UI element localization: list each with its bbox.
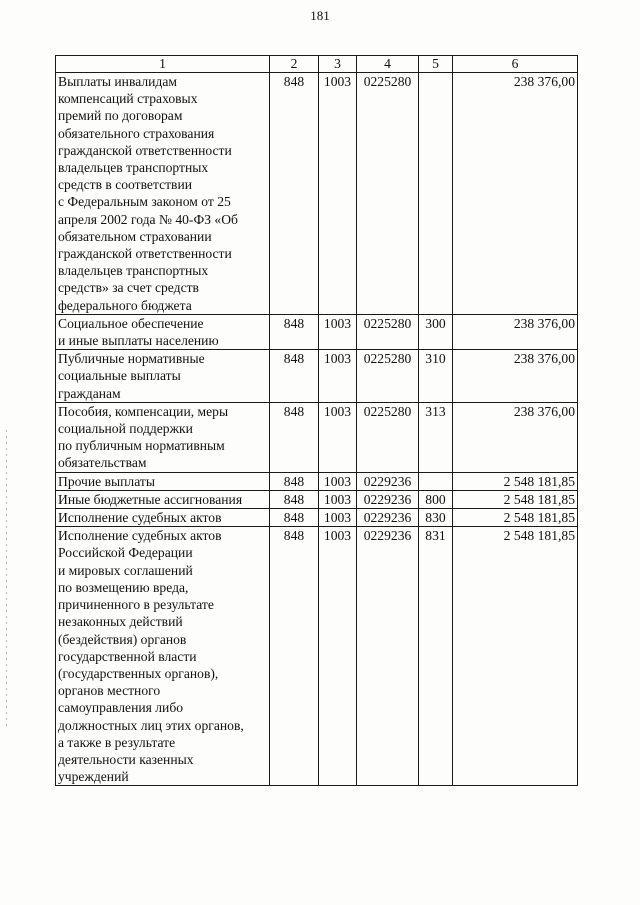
row-amount: 2 548 181,85 [453, 527, 578, 786]
row-name: Исполнение судебных актов [56, 509, 270, 527]
table-row [56, 509, 578, 527]
row-expense-type: 310 [419, 350, 453, 403]
row-gr-code: 848 [270, 527, 319, 786]
row-amount: 2 548 181,85 [453, 490, 578, 508]
row-amount: 2 548 181,85 [453, 472, 578, 490]
table-row [56, 350, 578, 403]
row-target-code: 0229236 [357, 490, 419, 508]
row-expense-type: 831 [419, 527, 453, 786]
row-target-code: 0225280 [357, 350, 419, 403]
table-row [56, 314, 578, 349]
row-gr-code: 848 [270, 490, 319, 508]
row-amount: 238 376,00 [453, 73, 578, 315]
header-col-3: 3 [319, 56, 357, 73]
header-col-6: 6 [453, 56, 578, 73]
row-target-code: 0229236 [357, 472, 419, 490]
header-col-1: 1 [56, 56, 270, 73]
header-row [56, 56, 578, 73]
table-row [56, 490, 578, 508]
row-target-code: 0225280 [357, 73, 419, 315]
row-expense-type [419, 472, 453, 490]
header-col-5: 5 [419, 56, 453, 73]
row-name: Публичные нормативные социальные выплаты гражданам [56, 350, 270, 403]
row-section-code: 1003 [319, 527, 357, 786]
row-amount: 238 376,00 [453, 314, 578, 349]
budget-table [55, 55, 578, 786]
row-name: Исполнение судебных актов Российской Федерации и мировых соглашений по возмещению вреда, причиненного в результате незаконных действий (бездействия) органов государственной власти (государственных органов), органов местного самоуправления либо должностных лиц этих органов, а также в результате деятельности казенных учреждений [56, 527, 270, 786]
row-section-code: 1003 [319, 509, 357, 527]
row-target-code: 0229236 [357, 509, 419, 527]
page-number: 181 [310, 8, 330, 23]
row-section-code: 1003 [319, 73, 357, 315]
row-gr-code: 848 [270, 472, 319, 490]
row-amount: 238 376,00 [453, 402, 578, 472]
row-gr-code: 848 [270, 73, 319, 315]
row-section-code: 1003 [319, 402, 357, 472]
row-expense-type: 300 [419, 314, 453, 349]
table-row [56, 402, 578, 472]
table-row [56, 73, 578, 315]
row-name: Социальное обеспечение и иные выплаты населению [56, 314, 270, 349]
scan-edge-mark [6, 430, 7, 730]
row-section-code: 1003 [319, 350, 357, 403]
row-amount: 2 548 181,85 [453, 509, 578, 527]
row-name: Прочие выплаты [56, 472, 270, 490]
table-row [56, 527, 578, 786]
row-expense-type: 800 [419, 490, 453, 508]
row-target-code: 0225280 [357, 402, 419, 472]
header-col-2: 2 [270, 56, 319, 73]
row-name: Выплаты инвалидам компенсаций страховых премий по договорам обязательного страхования гражданской ответственности владельцев транспортных средств в соответствии с Федеральным законом от 25 апреля 2002 года № 40-ФЗ «Об обязательном страховании гражданской ответственности владельцев транспортных средств» за счет средств федерального бюджета [56, 73, 270, 315]
row-gr-code: 848 [270, 314, 319, 349]
row-section-code: 1003 [319, 314, 357, 349]
row-target-code: 0225280 [357, 314, 419, 349]
row-expense-type [419, 73, 453, 315]
row-target-code: 0229236 [357, 527, 419, 786]
table-row [56, 472, 578, 490]
row-expense-type: 830 [419, 509, 453, 527]
header-col-4: 4 [357, 56, 419, 73]
row-name: Иные бюджетные ассигнования [56, 490, 270, 508]
row-name: Пособия, компенсации, меры социальной поддержки по публичным нормативным обязательствам [56, 402, 270, 472]
row-gr-code: 848 [270, 350, 319, 403]
row-section-code: 1003 [319, 472, 357, 490]
row-section-code: 1003 [319, 490, 357, 508]
row-gr-code: 848 [270, 402, 319, 472]
row-gr-code: 848 [270, 509, 319, 527]
row-expense-type: 313 [419, 402, 453, 472]
row-amount: 238 376,00 [453, 350, 578, 403]
